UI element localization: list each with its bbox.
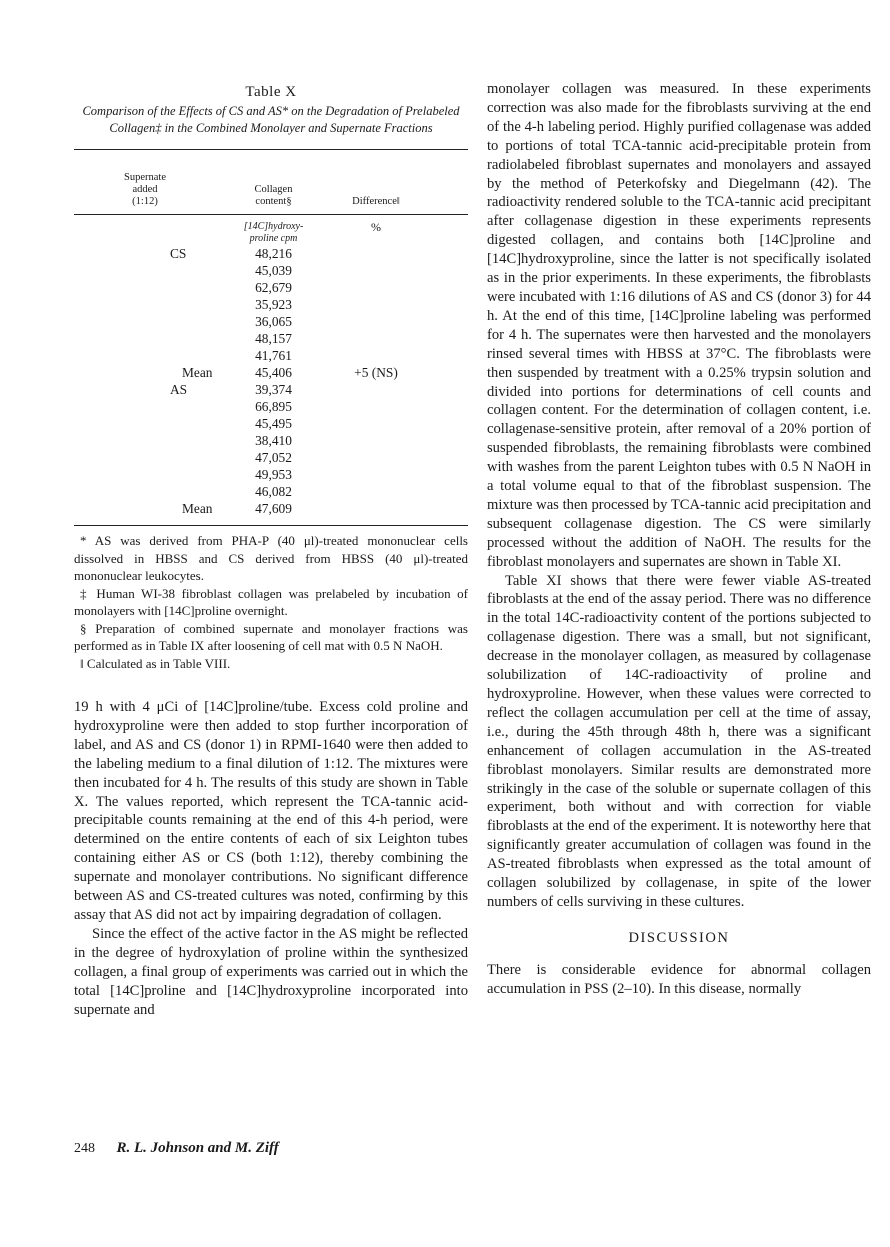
table-row — [74, 449, 468, 466]
table-row — [74, 262, 468, 279]
mean-value-cell: 45,406 — [255, 365, 292, 380]
body-paragraph: Since the effect of the active factor in the AS might be reflected in the degree of hydroxylation of proline within the synthesized collagen, a final group of experiments was carried out in which the total [14C]proline and [14C]hydroxyproline incorporated into supernate and — [74, 925, 468, 1018]
header-supernate — [74, 172, 216, 208]
table-row — [74, 296, 468, 313]
row-group-label — [74, 483, 216, 500]
collagen-value-cell: 41,761 — [255, 348, 292, 363]
collagen-value-cell: 36,065 — [255, 314, 292, 329]
table-row — [74, 483, 468, 500]
row-group-label — [74, 432, 216, 449]
collagen-value-cell: 48,216 — [255, 246, 292, 261]
collagen-value-cell: 49,953 — [255, 467, 292, 482]
mean-row — [74, 364, 468, 381]
mean-value-cell: 47,609 — [255, 501, 292, 516]
table-row — [74, 415, 468, 432]
collagen-value-cell: 46,082 — [255, 484, 292, 499]
row-group-label — [74, 449, 216, 466]
row-group-label — [74, 296, 216, 313]
footnote: ‡ Human WI-38 fibroblast collagen was prelabeled by incubation of monolayers with [14C]proline overnight. — [74, 585, 468, 618]
units-collagen-line: [14C]hydroxy- — [243, 221, 304, 232]
table-header-row — [74, 150, 468, 214]
collagen-value-cell: 35,923 — [255, 297, 292, 312]
table-label — [74, 84, 468, 101]
collagen-value-cell: 62,679 — [255, 280, 292, 295]
right-column — [487, 80, 871, 999]
table-row — [74, 347, 468, 364]
mean-row — [74, 500, 468, 517]
row-group-label: AS — [170, 382, 188, 397]
header-collagen-line: content§ — [255, 196, 292, 207]
difference-cell — [331, 500, 421, 517]
body-paragraph: Table XI shows that there were fewer viable AS-treated fibroblasts at the end of the assay period. There was no difference in the total 14C-radioactivity content of the portions subjected to collagenase digestion. There was a small, but not significant, decrease in the monolayer collagen, as measured by collagenase solubilization of 14C-radioactivity of proline and hydroxyproline. However, when these values were corrected to reflect the collagen accumulation per cell at the time of assay, i.e., during the 45th through 48th h, there was a significant enhancement of collagen accumulation in the AS-treated fibroblast monolayers. Similar results are demonstrated more strikingly in the case of the soluble or supernate collagen of this experiment, both without and with correction for viable fibroblasts at the end of the experiment. It is noteworthy here that significantly greater accumulation of collagen was found in the AS-treated fibroblasts when expressed as the total amount of collagen solubilized by collagenase, in spite of the lower numbers of cells surviving in these cultures. — [487, 572, 871, 910]
collagen-value-cell: 47,052 — [255, 450, 292, 465]
table-row — [74, 330, 468, 347]
header-collagen-line: Collagen — [254, 184, 293, 195]
table-row — [74, 245, 468, 262]
collagen-value-cell: 66,895 — [255, 399, 292, 414]
header-difference: Difference‖ — [352, 196, 400, 207]
footnote: * AS was derived from PHA-P (40 μl)-treated mononuclear cells dissolved in HBSS and CS derived from HBSS (40 μl)-treated mononuclear leukocytes. — [74, 533, 468, 583]
row-group-label — [74, 262, 216, 279]
collagen-value-cell: 45,495 — [255, 416, 292, 431]
page-footer — [74, 1140, 279, 1157]
table-row — [74, 398, 468, 415]
body-paragraph: monolayer collagen was measured. In these experiments correction was also made for the fibroblasts surviving at the end of the 4-h labeling period. Highly purified collagenase was added to portions of total TCA-tannic acid-precipitable protein from radiolabeled fibroblast supernates and monolayers and assayed by the method of Peterkofsky and Diegelmann (42). The radioactivity rendered soluble to the TCA-tannic acid precipitant after collagenase digestion in these experiments represents digested collagen, and contains both [14C]proline and [14C]hydroxyproline, since the latter is not specifically isolated as in the prior experiments. In these experiments, the fibroblasts were incubated with 1:16 dilutions of AS and CS (donor 3) for 44 h. At the end of this time, [14C]proline labeling was performed for 4 h. The supernates were then harvested and the monolayers rinsed several times with HBSS at 37°C. The fibroblasts were then suspended by treatment with a 0.25% trypsin solution and divided into portions for determinations of cell counts and collagen content. For the determination of collagen content, i.e. collagenase-sensitive protein, after removal of a 20% portion of suspended fibroblasts, the remaining fibroblasts were combined with washes from the parent Leighton tubes with 0.5 N NaOH in a total volume equal to that of the fibroblast suspension. The mixture was then processed by TCA-tannic acid precipitation and subsequent collagenase digestion. The CS were similarly processed without the addition of NaOH. The results for the fibroblast monolayers and supernates are shown in Table XI. — [487, 81, 871, 570]
body-paragraph: 19 h with 4 μCi of [14C]proline/tube. Excess cold proline and hydroxyproline were then added to stop further incorporation of label, and AS and CS (donor 1) in RPMI-1640 were then added to the labeling medium to a final dilution of 1:12. The mixtures were then incubated for 4 h. The results of this study are shown in Table X. The values reported, which represent the TCA-tannic acid-precipitable counts remaining at the end of this 4-h period, were determined on the entire contents of each of six Leighton tubes containing either AS or CS (both 1:12), thereby combining the supernate and monolayer contributions. No significant difference between AS and CS-treated cultures was noted, confirming by this assay that AS did not act by impairing degradation of collagen. — [74, 699, 468, 923]
table-label-text: Table X — [245, 84, 297, 100]
table-row — [74, 432, 468, 449]
header-supernate-line: added — [132, 184, 158, 195]
row-group-label — [74, 398, 216, 415]
header-collagen — [216, 184, 331, 208]
table-body — [74, 245, 468, 525]
table-bottom-rule — [74, 525, 468, 526]
difference-cell: +5 (NS) — [354, 365, 398, 380]
header-supernate-line: Supernate — [124, 172, 166, 183]
body-paragraph: There is considerable evidence for abnormal collagen accumulation in PSS (2–10). In this disease, normally — [487, 961, 871, 997]
running-authors: R. L. Johnson and M. Ziff — [116, 1140, 279, 1156]
table-footnotes — [74, 532, 468, 672]
table-units-row — [74, 215, 468, 245]
page-number: 248 — [74, 1141, 95, 1156]
collagen-value-cell: 48,157 — [255, 331, 292, 346]
collagen-value-cell: 39,374 — [255, 382, 292, 397]
collagen-value-cell: 38,410 — [255, 433, 292, 448]
left-column — [74, 78, 468, 1019]
row-group-label — [74, 347, 216, 364]
row-group-label: CS — [170, 246, 187, 261]
table-row — [74, 381, 468, 398]
footnote: ‖ Calculated as in Table VIII. — [80, 655, 231, 671]
units-collagen-line: proline cpm — [249, 233, 298, 244]
mean-label: Mean — [182, 501, 213, 516]
row-group-label — [74, 313, 216, 330]
units-difference: % — [371, 220, 381, 234]
table-row — [74, 313, 468, 330]
mean-label: Mean — [182, 365, 213, 380]
table-row — [74, 279, 468, 296]
table-caption: Comparison of the Effects of CS and AS* on the Degradation of Prelabeled Collagen‡ in the Combined Monolayer and Supernate Fractions — [82, 104, 460, 135]
section-heading-discussion: DISCUSSION — [628, 929, 730, 946]
header-supernate-line: (1:12) — [132, 196, 158, 207]
table-row — [74, 466, 468, 483]
row-group-label — [74, 466, 216, 483]
row-group-label — [74, 415, 216, 432]
units-collagen — [216, 221, 331, 245]
row-group-label — [74, 330, 216, 347]
collagen-value-cell: 45,039 — [255, 263, 292, 278]
row-group-label — [74, 279, 216, 296]
footnote: § Preparation of combined supernate and monolayer fractions was performed as in Table IX after loosening of cell mat with 0.5 N NaOH. — [74, 620, 468, 653]
